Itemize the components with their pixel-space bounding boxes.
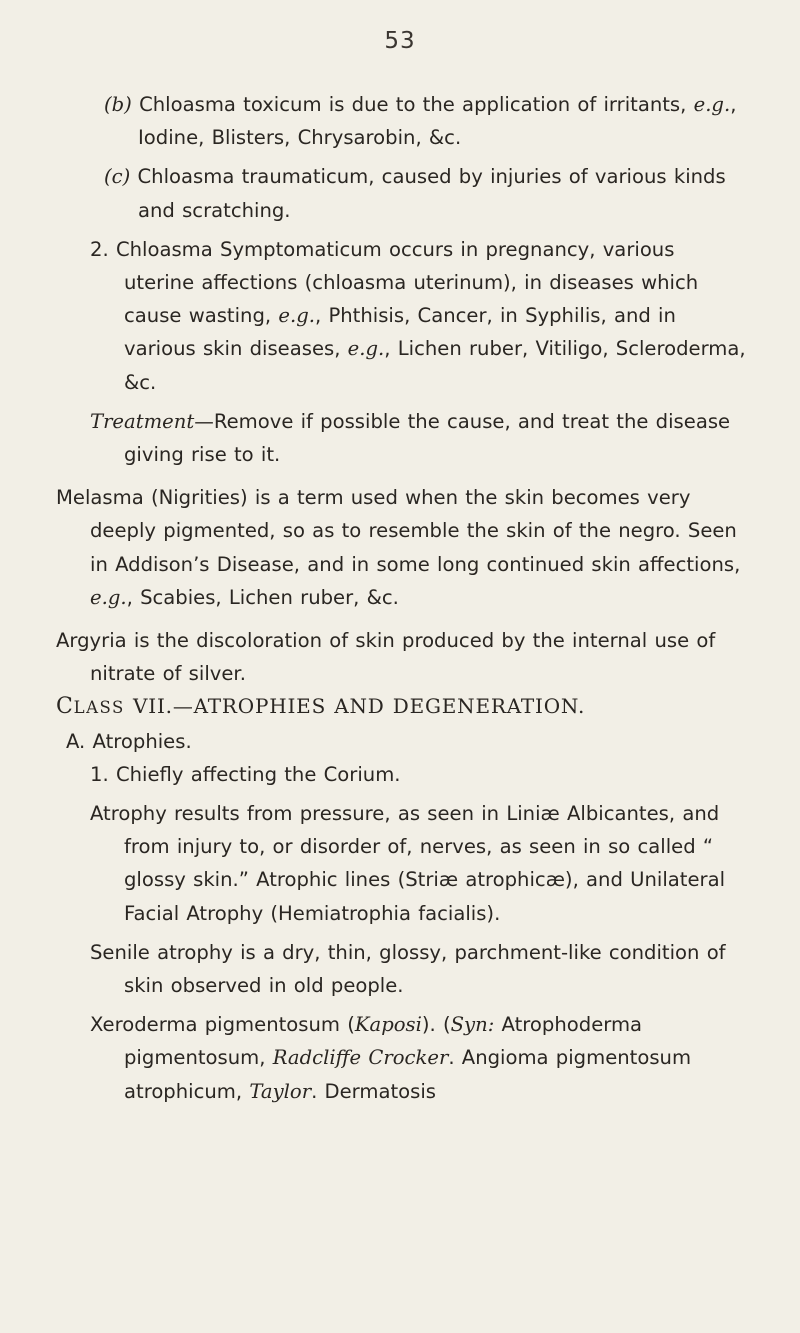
xeroderma-paragraph (56, 1008, 748, 1108)
xeroderma-text-1: Xeroderma pigmentosum ( (90, 1013, 355, 1037)
item-2-marker: 2. (90, 237, 109, 261)
item-b-text-1: Chloasma toxicum is due to the application of irritants, (139, 93, 694, 116)
melasma-text-2: , Scabies, Lichen ruber, &c. (126, 585, 399, 609)
melasma-paragraph (56, 481, 748, 614)
page-body (56, 88, 748, 1108)
section-a-marker: A. (66, 729, 86, 753)
class-heading (56, 690, 748, 724)
xeroderma-text-4: . Angioma pigmentosum atrophicum, (124, 1046, 692, 1103)
melasma-text-1: Melasma (Nigrities) is a term used when the skin becomes very deeply pigmented, so as to resemble the skin of the negro. Seen in Addison’s Disease, and in some long continued skin affections, (56, 486, 741, 576)
item-2-paragraph (56, 233, 748, 399)
argyria-paragraph (56, 624, 748, 690)
item-b-text-2: , Iodine, Blisters, Chrysarobin, &c. (138, 93, 737, 150)
item-c-text: Chloasma traumaticum, caused by injuries of various kinds and scratching. (137, 165, 726, 222)
atrophy-text: Atrophy results from pressure, as seen in Liniæ Albicantes, and from injury to, or disorder of, nerves, as seen in so called “ glossy skin.” Atrophic lines (Striæ atrophicæ), and Unilateral Facial Atrophy (Hemiatrophia facialis). (90, 802, 726, 925)
xeroderma-kaposi: Kaposi (354, 1013, 422, 1037)
sub-1-marker: 1. (90, 762, 109, 786)
treatment-text: —Remove if possible the cause, and treat the disease giving rise to it. (124, 409, 731, 467)
xeroderma-text-2: ). ( (421, 1013, 451, 1037)
xeroderma-taylor: Taylor (249, 1079, 312, 1103)
class-heading-initial: C (56, 694, 74, 720)
xeroderma-radcliffe: Radcliffe Crocker (272, 1046, 449, 1070)
item-b-eg: e.g. (693, 93, 731, 116)
sub-1-heading (56, 758, 748, 791)
senile-text: Senile atrophy is a dry, thin, glossy, parchment-like condition of skin observed in old people. (90, 940, 726, 998)
section-a-text: Atrophies. (92, 729, 192, 753)
xeroderma-syn: Syn: (450, 1013, 495, 1037)
item-2-eg-1: e.g. (278, 304, 315, 328)
atrophy-paragraph (56, 797, 748, 930)
item-2-text-3: , Lichen ruber, Vitiligo, Scleroderma, &c. (124, 337, 746, 394)
item-2-text-2: , Phthisis, Cancer, in Syphilis, and in various skin diseases, (124, 304, 676, 361)
melasma-eg: e.g. (90, 585, 127, 609)
class-heading-numeral: VII. (133, 694, 173, 719)
item-2-text-1: Chloasma Symptomaticum occurs in pregnancy, various uterine affections (chloasma uterinum), in diseases which cause wasting, (115, 237, 699, 328)
item-b-paragraph (56, 88, 748, 154)
page-number: 53 (384, 28, 416, 54)
item-c-paragraph (56, 160, 748, 226)
item-c-marker: (c) (104, 165, 131, 189)
class-heading-title: —ATROPHIES AND DEGENERATION. (172, 694, 586, 719)
item-b-marker: (b) (104, 93, 132, 116)
class-heading-word: LASS (73, 698, 125, 718)
xeroderma-text-5: . Dermatosis (311, 1079, 437, 1103)
treatment-label: Treatment (90, 409, 195, 433)
section-a-heading (56, 725, 748, 758)
xeroderma-text-3: Atrophoderma pigmentosum, (124, 1013, 643, 1070)
senile-paragraph (56, 936, 748, 1002)
argyria-text: Argyria is the discoloration of skin produced by the internal use of nitrate of silver. (56, 629, 716, 686)
treatment-paragraph (56, 405, 748, 471)
item-2-eg-2: e.g. (347, 337, 385, 361)
sub-1-text: Chiefly affecting the Corium. (115, 762, 401, 786)
